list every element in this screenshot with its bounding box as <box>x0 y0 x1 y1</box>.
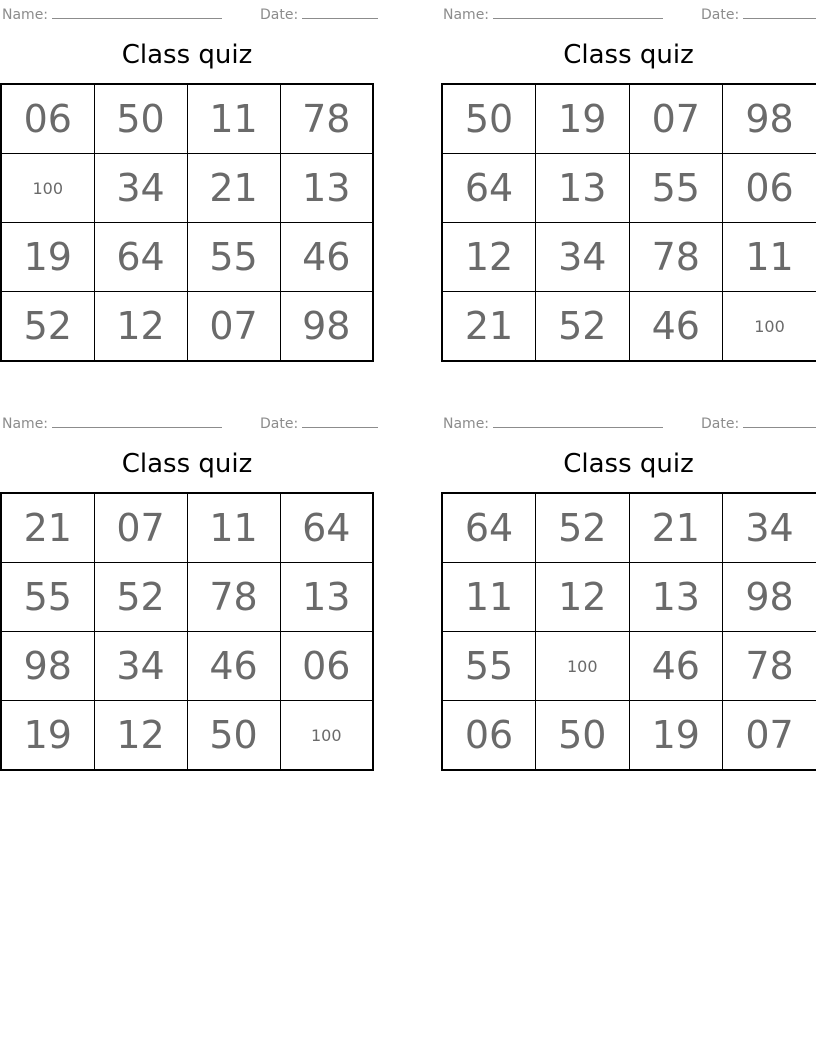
date-label: Date: <box>701 7 740 23</box>
grid-cell: 50 <box>442 84 536 154</box>
grid-cell: 12 <box>94 701 187 771</box>
grid-cell: 46 <box>280 223 373 292</box>
grid-cell: 34 <box>94 154 187 223</box>
name-label: Name: <box>443 416 490 432</box>
grid-cell: 100 <box>723 292 816 362</box>
grid-row <box>1 493 373 563</box>
grid-row <box>1 701 373 771</box>
grid-row <box>442 632 816 701</box>
name-field-group <box>2 5 222 23</box>
date-field-group <box>260 414 378 432</box>
grid-cell: 06 <box>280 632 373 701</box>
grid-cell: 12 <box>442 223 536 292</box>
name-label: Name: <box>2 416 49 432</box>
date-blank-line <box>743 414 816 428</box>
name-field-group <box>443 5 663 23</box>
grid-row <box>1 223 373 292</box>
name-blank-line <box>52 414 222 428</box>
grid-cell: 11 <box>187 493 280 563</box>
grid-row <box>442 84 816 154</box>
date-label: Date: <box>260 416 299 432</box>
grid-cell: 12 <box>94 292 187 362</box>
grid-cell: 19 <box>536 84 630 154</box>
grid-cell: 11 <box>723 223 816 292</box>
quiz-card-top-right <box>441 0 816 364</box>
grid-cell: 46 <box>629 292 723 362</box>
grid-cell: 07 <box>94 493 187 563</box>
grid-cell: 46 <box>629 632 723 701</box>
grid-row <box>442 223 816 292</box>
date-field-group <box>701 414 816 432</box>
grid-cell: 06 <box>1 84 94 154</box>
grid-cell: 98 <box>1 632 94 701</box>
card-title: Class quiz <box>563 40 694 70</box>
name-blank-line <box>52 5 222 19</box>
grid-row <box>442 292 816 362</box>
grid-cell: 19 <box>1 701 94 771</box>
grid-cell: 06 <box>723 154 816 223</box>
date-blank-line <box>743 5 816 19</box>
date-field-group <box>701 5 816 23</box>
grid-cell: 12 <box>536 563 630 632</box>
grid-cell: 52 <box>94 563 187 632</box>
grid-cell: 06 <box>442 701 536 771</box>
grid-cell: 98 <box>723 84 816 154</box>
quiz-card-top-left <box>0 0 374 364</box>
grid-cell: 13 <box>536 154 630 223</box>
grid-cell: 50 <box>94 84 187 154</box>
grid-cell: 19 <box>629 701 723 771</box>
grid-cell: 64 <box>94 223 187 292</box>
card-header <box>443 414 816 436</box>
date-label: Date: <box>260 7 299 23</box>
grid-cell: 21 <box>1 493 94 563</box>
quiz-card-bottom-left <box>0 409 374 773</box>
grid-cell: 100 <box>1 154 94 223</box>
name-field-group <box>443 414 663 432</box>
grid-cell: 78 <box>187 563 280 632</box>
date-label: Date: <box>701 416 740 432</box>
grid-cell: 55 <box>1 563 94 632</box>
card-header <box>2 414 374 436</box>
grid-row <box>442 701 816 771</box>
grid-cell: 46 <box>187 632 280 701</box>
grid-cell: 34 <box>536 223 630 292</box>
grid-row <box>442 563 816 632</box>
grid-cell: 50 <box>187 701 280 771</box>
card-header <box>443 5 816 27</box>
name-label: Name: <box>2 7 49 23</box>
grid-row <box>1 154 373 223</box>
name-label: Name: <box>443 7 490 23</box>
grid-cell: 21 <box>629 493 723 563</box>
number-grid <box>441 492 816 771</box>
grid-cell: 78 <box>629 223 723 292</box>
grid-cell: 64 <box>442 493 536 563</box>
grid-cell: 11 <box>442 563 536 632</box>
date-blank-line <box>302 5 378 19</box>
number-grid <box>441 83 816 362</box>
grid-cell: 78 <box>280 84 373 154</box>
grid-cell: 13 <box>280 563 373 632</box>
grid-row <box>442 493 816 563</box>
grid-cell: 55 <box>442 632 536 701</box>
grid-cell: 64 <box>442 154 536 223</box>
grid-row <box>442 154 816 223</box>
card-title: Class quiz <box>121 40 253 70</box>
grid-cell: 07 <box>723 701 816 771</box>
quiz-card-bottom-right <box>441 409 816 773</box>
grid-cell: 98 <box>280 292 373 362</box>
grid-cell: 21 <box>187 154 280 223</box>
grid-cell: 98 <box>723 563 816 632</box>
grid-cell: 07 <box>629 84 723 154</box>
grid-cell: 50 <box>536 701 630 771</box>
number-grid <box>0 492 374 771</box>
name-blank-line <box>493 5 663 19</box>
grid-cell: 07 <box>187 292 280 362</box>
grid-cell: 100 <box>536 632 630 701</box>
grid-cell: 52 <box>536 493 630 563</box>
grid-cell: 13 <box>629 563 723 632</box>
grid-cell: 34 <box>723 493 816 563</box>
grid-cell: 52 <box>536 292 630 362</box>
card-title: Class quiz <box>563 449 694 479</box>
card-header <box>2 5 374 27</box>
grid-row <box>1 632 373 701</box>
grid-cell: 11 <box>187 84 280 154</box>
grid-cell: 55 <box>187 223 280 292</box>
number-grid <box>0 83 374 362</box>
grid-cell: 19 <box>1 223 94 292</box>
date-field-group <box>260 5 378 23</box>
grid-row <box>1 84 373 154</box>
grid-cell: 52 <box>1 292 94 362</box>
grid-cell: 78 <box>723 632 816 701</box>
grid-row <box>1 292 373 362</box>
name-field-group <box>2 414 222 432</box>
grid-cell: 34 <box>94 632 187 701</box>
grid-cell: 64 <box>280 493 373 563</box>
grid-cell: 13 <box>280 154 373 223</box>
card-title: Class quiz <box>121 449 253 479</box>
grid-cell: 55 <box>629 154 723 223</box>
grid-cell: 100 <box>280 701 373 771</box>
grid-row <box>1 563 373 632</box>
grid-cell: 21 <box>442 292 536 362</box>
name-blank-line <box>493 414 663 428</box>
date-blank-line <box>302 414 378 428</box>
